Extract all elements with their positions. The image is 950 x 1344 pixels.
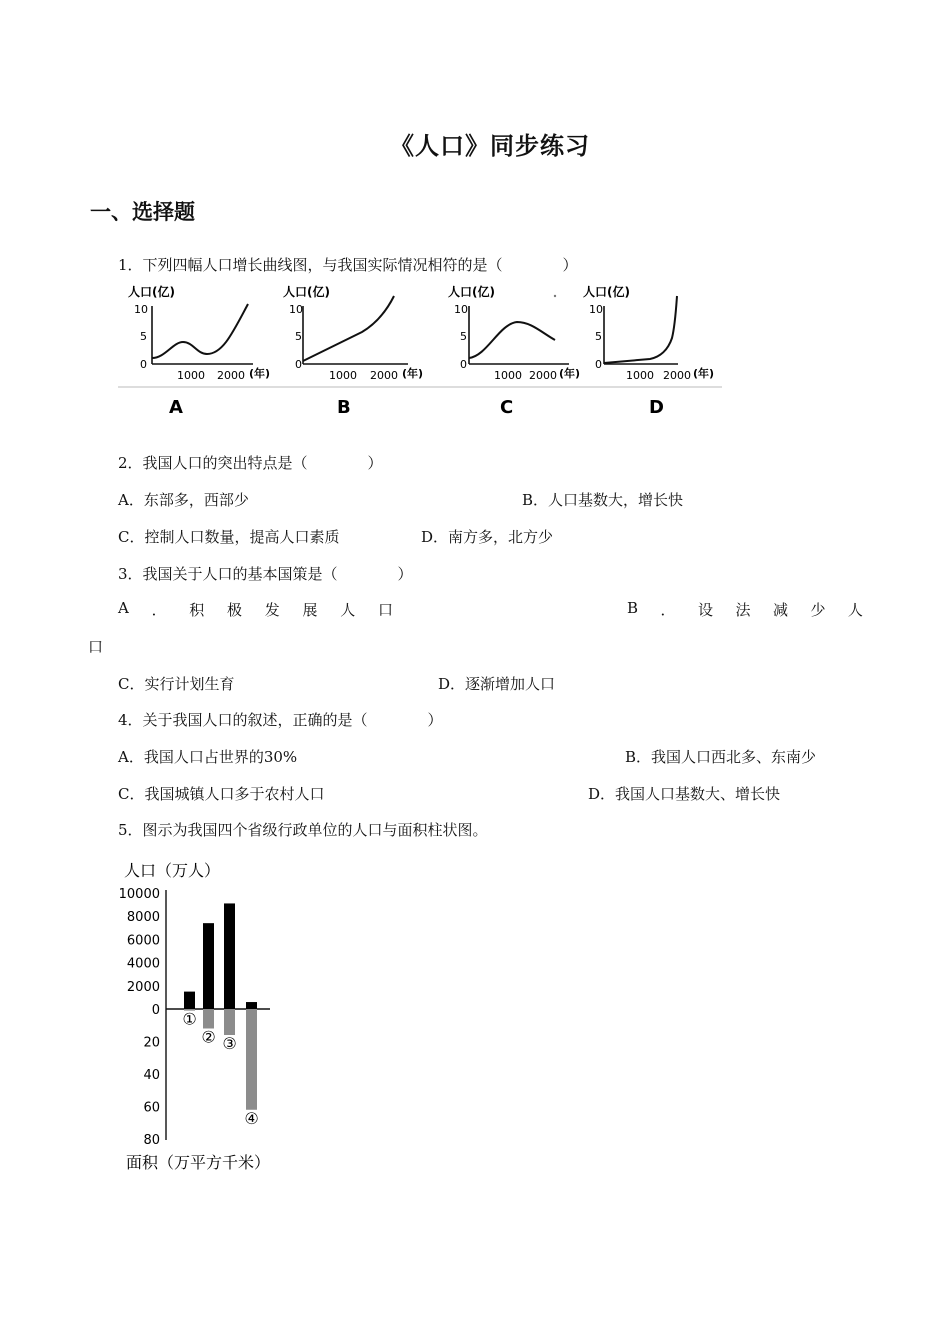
graph-d-ytick-5: 5 <box>595 330 602 343</box>
graph-c-ytick-10: 10 <box>454 303 468 316</box>
area-bar <box>246 1009 257 1110</box>
question-1-stem: 1．下列四幅人口增长曲线图，与我国实际情况相符的是（ ） <box>118 256 578 274</box>
population-bar <box>246 1002 257 1009</box>
graph-b-ytick-0: 0 <box>295 358 302 371</box>
q2-option-c: C．控制人口数量，提高人口素质 <box>118 528 340 546</box>
chart-top-tick-label: 4000 <box>126 956 160 972</box>
chart-ylabel-top: 人口（万人） <box>124 861 221 880</box>
graph-c-ytick-0: 0 <box>460 358 467 371</box>
population-area-bar-chart <box>118 852 318 1172</box>
graph-c-label: C <box>500 397 514 418</box>
q3-b-char: ． <box>660 601 676 619</box>
chart-top-tick-label: 10000 <box>118 887 160 902</box>
graph-b-xtick-2000: 2000 <box>370 369 398 382</box>
population-curves-figure <box>110 282 730 422</box>
graph-b <box>283 284 423 418</box>
graph-c-ylabel: 人口(亿) <box>448 285 495 299</box>
category-label: ④ <box>244 1108 259 1128</box>
chart-bottom-tick-label: 20 <box>143 1035 160 1051</box>
graph-a-label: A <box>169 397 183 418</box>
area-bar <box>203 1009 214 1029</box>
graph-b-ytick-10: 10 <box>289 303 303 316</box>
graph-c-xtick-2000: 2000 <box>529 369 557 382</box>
graph-b-xtick-1000: 1000 <box>329 369 357 382</box>
q3-a-char: 展 <box>302 601 318 619</box>
graph-c <box>448 284 580 418</box>
q3-a-char: 极 <box>227 601 243 619</box>
area-bar <box>224 1009 235 1035</box>
graph-d-ytick-0: 0 <box>595 358 602 371</box>
q3-b-char: B <box>627 599 639 617</box>
graph-d-xtick-2000: 2000 <box>663 369 691 382</box>
chart-top-tick-label: 0 <box>151 1003 160 1018</box>
category-label: ② <box>201 1027 216 1047</box>
q3-b-char: 设 <box>697 601 713 619</box>
q3-option-b-wrap: 口 <box>88 638 104 656</box>
question-2-stem: 2．我国人口的突出特点是（ ） <box>118 454 383 472</box>
chart-ylabel-bottom: 面积（万平方千米） <box>126 1153 271 1172</box>
graph-a <box>128 284 270 418</box>
q3-a-char: A <box>118 599 129 617</box>
q2-option-a: A．东部多，西部少 <box>118 491 249 509</box>
chart-top-tick-label: 2000 <box>126 979 160 995</box>
graph-c-curve <box>469 322 555 358</box>
graph-a-ylabel: 人口(亿) <box>128 285 175 299</box>
population-bar <box>184 992 195 1009</box>
q4-option-d: D．我国人口基数大、增长快 <box>588 785 781 803</box>
q3-a-char: ． <box>151 601 167 619</box>
chart-bottom-tick-label: 60 <box>143 1100 160 1116</box>
population-bar <box>203 923 214 1009</box>
q4-option-b: B．我国人口西北多、东南少 <box>625 748 817 766</box>
q4-option-a: A．我国人口占世界的30% <box>118 748 298 766</box>
graph-a-xtick-2000: 2000 <box>217 369 245 382</box>
graph-a-curve <box>152 304 248 358</box>
chart-bottom-tick-label: 80 <box>143 1133 160 1148</box>
category-label: ① <box>182 1009 197 1029</box>
q3-option-a <box>118 599 393 620</box>
graph-b-xunit: (年) <box>402 367 424 380</box>
speck <box>554 295 556 297</box>
graph-d-xtick-1000: 1000 <box>626 369 654 382</box>
q3-b-char: 人 <box>847 601 863 619</box>
q3-a-char: 人 <box>340 601 356 619</box>
graph-a-xtick-1000: 1000 <box>177 369 205 382</box>
q3-a-char: 发 <box>264 601 280 619</box>
graph-a-ytick-10: 10 <box>134 303 148 316</box>
graph-d-ylabel: 人口(亿) <box>583 285 630 299</box>
graph-c-xtick-1000: 1000 <box>494 369 522 382</box>
q4-option-c: C．我国城镇人口多于农村人口 <box>118 785 325 803</box>
chart-top-tick-label: 8000 <box>126 910 160 926</box>
question-4-stem: 4．关于我国人口的叙述，正确的是（ ） <box>118 711 443 729</box>
population-bar <box>224 903 235 1009</box>
graph-b-curve <box>303 296 394 361</box>
chart-bottom-tick-label: 40 <box>143 1068 160 1083</box>
question-5-stem: 5．图示为我国四个省级行政单位的人口与面积柱状图。 <box>118 821 488 839</box>
graph-a-xunit: (年) <box>249 367 271 380</box>
q3-b-char: 少 <box>810 601 826 619</box>
graph-b-label: B <box>337 397 351 418</box>
graph-c-ytick-5: 5 <box>460 330 467 343</box>
graph-a-ytick-0: 0 <box>140 358 147 371</box>
graph-d <box>583 284 714 418</box>
graph-d-ytick-10: 10 <box>589 303 603 316</box>
graph-b-ytick-5: 5 <box>295 330 302 343</box>
graph-d-label: D <box>649 397 664 418</box>
q3-a-char: 口 <box>377 601 393 619</box>
graph-a-ytick-5: 5 <box>140 330 147 343</box>
page-title: 《人口》同步练习 <box>390 132 590 160</box>
category-label: ③ <box>222 1034 237 1053</box>
q3-b-char: 法 <box>735 601 751 619</box>
q2-option-d: D．南方多，北方少 <box>421 528 554 546</box>
chart-top-tick-label: 6000 <box>126 933 160 949</box>
graph-d-xunit: (年) <box>693 367 715 380</box>
q3-option-d: D．逐渐增加人口 <box>438 675 556 693</box>
q2-option-b: B．人口基数大，增长快 <box>522 491 684 509</box>
q3-b-char: 减 <box>772 601 788 619</box>
graph-c-xunit: (年) <box>559 367 581 380</box>
graph-d-curve <box>604 296 677 363</box>
question-3-stem: 3．我国关于人口的基本国策是（ ） <box>118 565 413 583</box>
q3-a-char: 积 <box>189 601 205 619</box>
section-heading: 一、选择题 <box>90 200 195 224</box>
q3-option-b <box>627 599 863 620</box>
graph-b-ylabel: 人口(亿) <box>283 285 330 299</box>
q3-option-c: C．实行计划生育 <box>118 675 235 693</box>
